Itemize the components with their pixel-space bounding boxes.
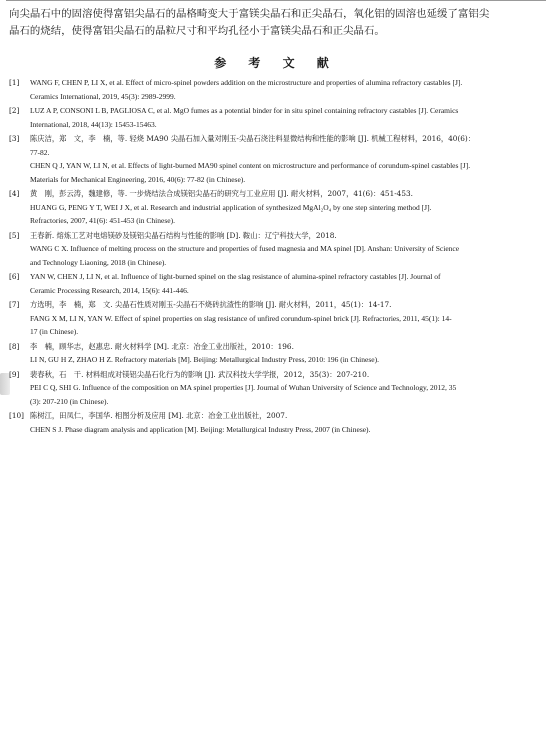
reference-line: HUANG G, PENG Y T, WEI J X, et al. Research and industrial application of synthesized MgAl₂O₄ by one step sintering method [J].	[30, 202, 432, 212]
reference-number: [8]	[9, 341, 20, 351]
reference-item	[9, 340, 545, 367]
references-heading: 参 考 文 献	[214, 56, 338, 70]
reference-item	[9, 104, 545, 131]
reference-line: PEI C Q, SHI G. Influence of the composition on MA spinel properties [J]. Journal of Wuhan University of Science and Technology, 2012, 35	[30, 383, 457, 392]
intro-line: 向尖晶石中的固溶使得富铝尖晶石的晶格畸变大于富镁尖晶石和正尖晶石，氧化铝的固溶也延缓了富铝尖	[9, 8, 490, 20]
reference-number: [10]	[9, 411, 24, 420]
reference-item	[9, 229, 545, 270]
reference-list	[9, 76, 545, 437]
reference-line: FANG X M, LI N, YAN W. Effect of spinel properties on slag resistance of unfired corundum-spinel brick [J]. Refractories, 2011, 45(1): 14-	[30, 313, 452, 323]
reference-line: 陈庆洁，郑 文，李 楠，等. 轻烧 MA90 尖晶石加入量对刚玉-尖晶石浇注料显微结构和性能的影响 [J]. 机械工程材料，2016，40(6)：	[30, 134, 476, 143]
reference-line: and Technology Liaoning, 2018 (in Chinese).	[30, 257, 167, 267]
reference-line: Ceramics International, 2019, 45(3): 2989-2999.	[30, 91, 176, 101]
reference-line: WANG C X. Influence of melting process on the structure and properties of fused magnesia and MA spinel [D]. Anshan: University of Science	[30, 244, 460, 253]
reference-line: 李 楠，顾华志，赵惠忠. 耐火材料学 [M]. 北京：冶金工业出版社，2010：196.	[30, 341, 294, 351]
reference-line: LUZ A P, CONSONI L B, PAGLIOSA C, et al. MgO fumes as a potential binder for in situ spinel containing refractory castables [J]. Ceramics	[30, 106, 459, 115]
reference-line: 黄 刚，彭云涛，魏建修，等. 一步烧结法合成镁铝尖晶石的研究与工业应用 [J]. 耐火材料，2007，41(6)：451-453.	[30, 189, 413, 198]
reference-line: LI N, GU H Z, ZHAO H Z. Refractory materials [M]. Beijing: Metallurgical Industry Press, 2010: 196 (in Chinese).	[30, 355, 379, 364]
reference-line: 王春新. 熔炼工艺对电熔镁砂及镁铝尖晶石结构与性能的影响 [D]. 鞍山：辽宁科技大学，2018.	[30, 230, 337, 240]
reference-line: Materials for Mechanical Engineering, 2016, 40(6): 77-82 (in Chinese).	[30, 174, 246, 184]
reference-item	[9, 298, 545, 339]
reference-item	[9, 187, 545, 228]
reference-item	[9, 368, 545, 409]
reference-line: 方选明，李 楠，郑 文. 尖晶石性质对刚玉-尖晶石不烧砖抗渣性的影响 [J]. 耐火材料，2011，45(1)：14-17.	[30, 300, 392, 309]
intro-line: 晶石的烧结，使得富铝尖晶石的晶粒尺寸和平均孔径小于富镁尖晶石和正尖晶石。	[9, 25, 385, 37]
reference-item	[9, 270, 545, 297]
reference-line: 77-82.	[30, 147, 50, 157]
reference-item	[9, 409, 545, 436]
reference-line: CHEN Q J, YAN W, LI N, et al. Effects of light-burned MA90 spinel content on microstructure and performance of corundum-spinel castables [J].	[30, 161, 471, 170]
intro-paragraph	[9, 6, 544, 40]
reference-number: [1]	[9, 78, 20, 87]
top-rule	[6, 0, 546, 1]
reference-number: [3]	[9, 134, 20, 143]
reference-number: [6]	[9, 272, 20, 281]
reference-line: CHEN S J. Phase diagram analysis and application [M]. Beijing: Metallurgical Industry Press, 2007 (in Chinese).	[30, 424, 371, 434]
reference-line: YAN W, CHEN J, LI N, et al. Influence of light-burned spinel on the slag resistance of alumina-spinel refractory castables [J]. Journal of	[30, 272, 441, 281]
reference-line: International, 2018, 44(13): 15453-15463.	[30, 119, 157, 129]
reference-number: [9]	[9, 369, 20, 379]
reference-line: WANG F, CHEN P, LI X, et al. Effect of micro-spinel powders addition on the microstructure and properties of alumina refractory castables [J].	[30, 78, 463, 87]
reference-line: 陈树江，田凤仁，李国华. 相图分析及应用 [M]. 北京：冶金工业出版社，2007.	[30, 411, 288, 420]
reference-number: [4]	[9, 189, 20, 198]
reference-line: Ceramic Processing Research, 2014, 15(6): 441-446.	[30, 285, 189, 295]
reference-line: 裴春秋，石 干. 材料组成对镁铝尖晶石化行为的影响 [J]. 武汉科技大学学报，2012，35(3)：207-210.	[30, 369, 370, 379]
reference-number: [7]	[9, 300, 20, 309]
reference-number: [5]	[9, 230, 20, 240]
reference-line: 17 (in Chinese).	[30, 327, 79, 336]
reference-line: (3): 207-210 (in Chinese).	[30, 396, 109, 406]
reference-item	[9, 76, 545, 103]
reference-line: Refractories, 2007, 41(6): 451-453 (in Chinese).	[30, 216, 175, 225]
reference-number: [2]	[9, 106, 20, 115]
reference-item	[9, 132, 545, 186]
